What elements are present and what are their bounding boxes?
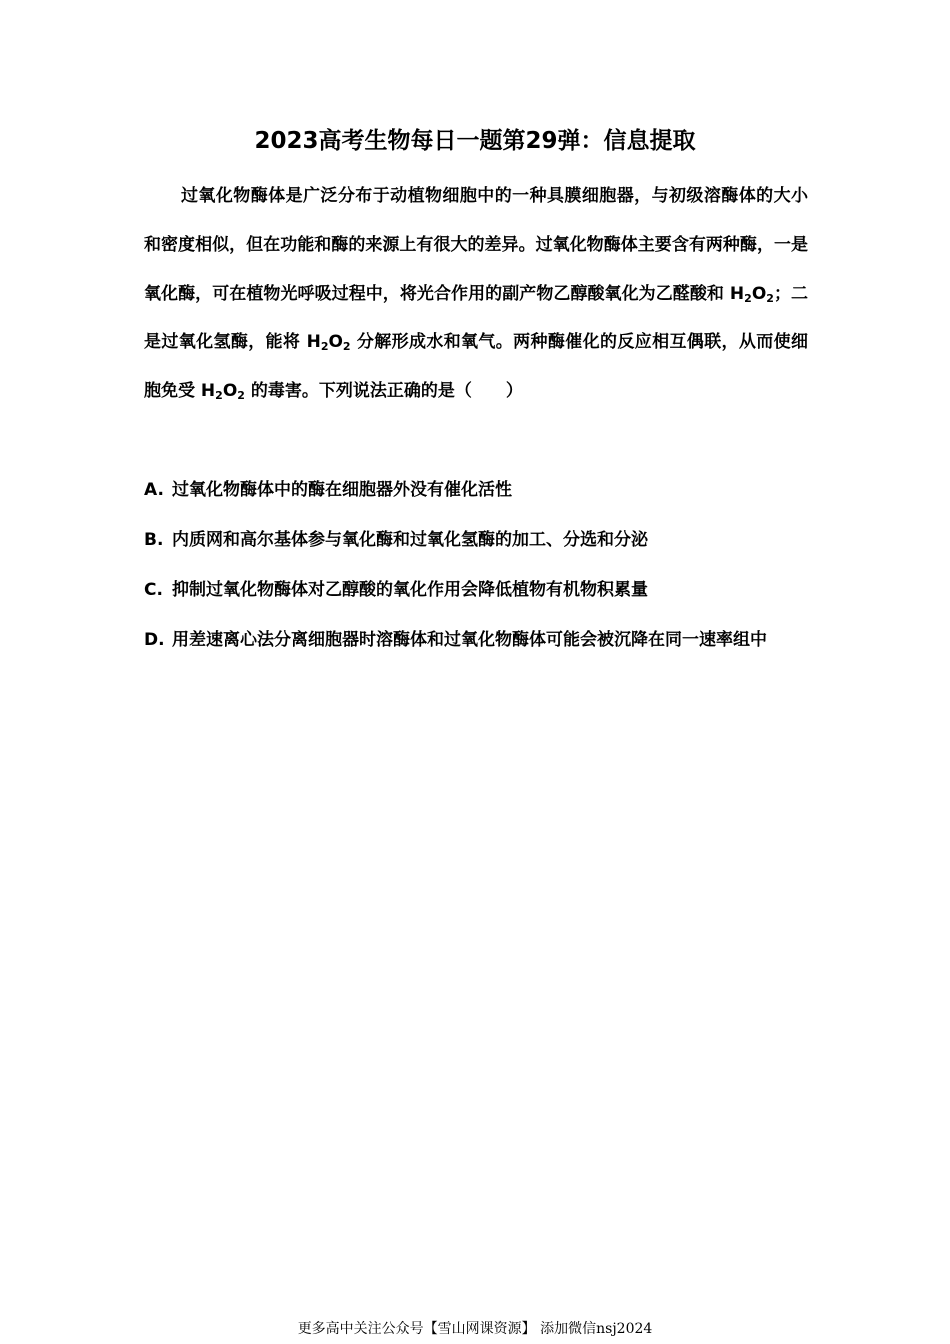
footer-note: 更多高中关注公众号【雪山网课资源】 添加微信nsj2024	[297, 1321, 653, 1337]
option-letter: C.	[144, 580, 163, 600]
oxygen-symbol: O	[222, 381, 238, 402]
page-title: 2023高考生物每日一题第29弹：信息提取	[254, 128, 696, 154]
option-c[interactable]	[144, 565, 808, 615]
question-stem	[144, 172, 808, 416]
subscript: 2	[215, 389, 223, 403]
option-letter: D.	[144, 630, 165, 650]
option-a[interactable]	[144, 465, 808, 515]
option-letter: A.	[144, 480, 164, 500]
question-text-part5: ）	[505, 381, 523, 402]
option-b[interactable]	[144, 515, 808, 565]
subscript: 2	[744, 291, 752, 305]
subscript: 2	[237, 389, 245, 403]
option-text: 用差速离心法分离细胞器时溶酶体和过氧化物酶体可能会被沉降在同一速率组中	[172, 630, 767, 650]
option-letter: B.	[144, 530, 164, 550]
oxygen-symbol: O	[328, 332, 343, 353]
question-text-part1: 过氧化物酶体是广泛分布于动植物细胞中的一种具膜细胞器，与初级溶酶体的大小和密度相似，但在功能和酶的来源上有很大的差异。过氧化物酶体主要含有两种酶，一是氧化酶，可在植物光呼吸过程中，将光合作用的副产物乙醇酸氧化为乙醛酸和 H	[144, 186, 808, 304]
question-text-part4: 的毒害。下列说法正确的是（	[244, 381, 472, 402]
option-d[interactable]	[144, 615, 808, 665]
question-text-part2: ；二是过氧化氢酶，能将 H	[144, 283, 808, 353]
option-text: 过氧化物酶体中的酶在细胞器外没有催化活性	[172, 480, 512, 500]
option-text: 抑制过氧化物酶体对乙醇酸的氧化作用会降低植物有机物积累量	[172, 580, 648, 600]
oxygen-symbol: O	[751, 283, 767, 304]
subscript: 2	[766, 291, 774, 305]
subscript: 2	[342, 340, 351, 354]
answer-options	[144, 465, 808, 665]
subscript: 2	[320, 340, 329, 354]
option-text: 内质网和高尔基体参与氧化酶和过氧化氢酶的加工、分选和分泌	[172, 530, 648, 550]
question-text-part3: 分解形成水和氧气。两种酶催化的反应相互偶联，从而使细胞免受 H	[144, 332, 808, 402]
